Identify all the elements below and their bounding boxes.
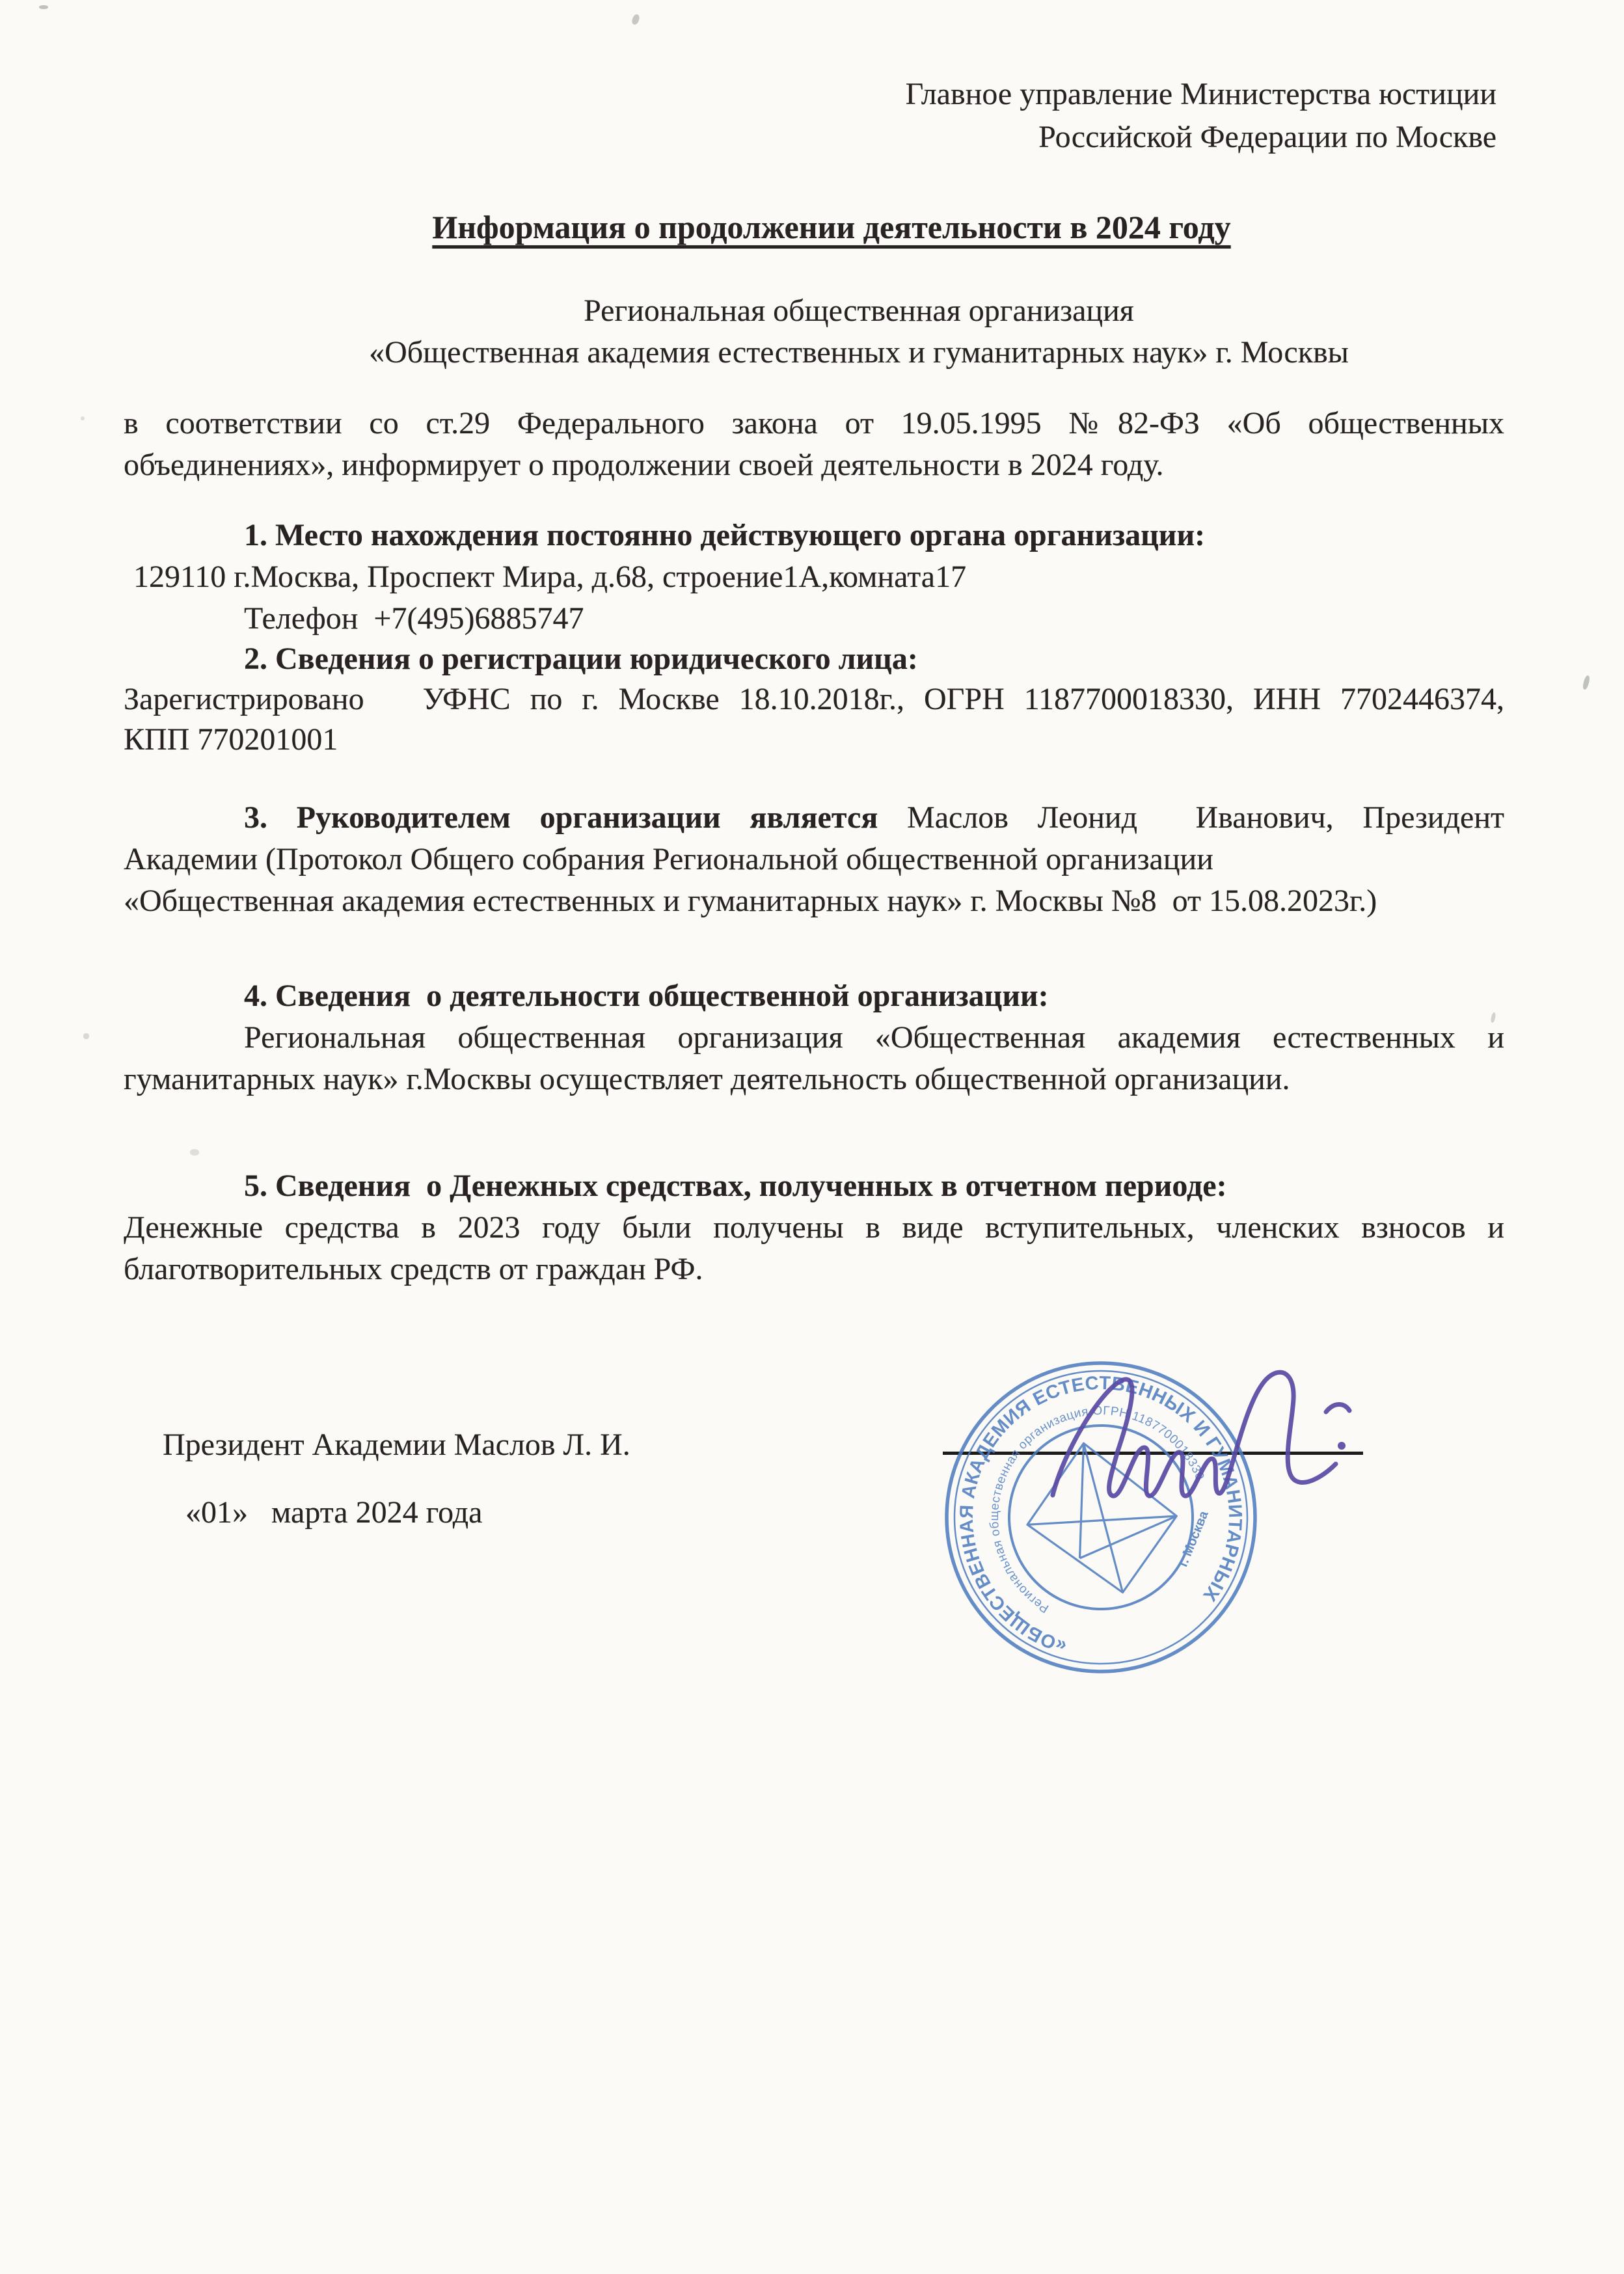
- intro-line-1: в соответствии со ст.29 Федерального закона от 19.05.1995 №82-ФЗ «Об общественных: [124, 406, 1504, 440]
- section-2-line-2: КПП 770201001: [124, 722, 338, 757]
- addressee-line-2: Российской Федерации по Москве: [1038, 120, 1496, 154]
- section-5-line-1: Денежные средства в 2023 году были получены в виде вступительных, членских взносов и: [124, 1210, 1504, 1245]
- addressee-block: [906, 73, 1496, 159]
- scan-speck: [83, 1033, 89, 1039]
- signatory-label: Президент Академии Маслов Л. И.: [163, 1428, 630, 1462]
- section-1-heading: 1. Место нахождения постоянно действующего органа организации:: [244, 518, 1206, 552]
- spacer: [878, 800, 907, 835]
- stamp-city-text: г. Москва: [1176, 1509, 1211, 1569]
- scan-speck: [1582, 675, 1590, 690]
- section-5-line-2: благотворительных средств от граждан РФ.: [124, 1252, 703, 1286]
- section-2-heading: 2. Сведения о регистрации юридического лица:: [244, 642, 918, 676]
- organization-name-line-1: Региональная общественная организация: [584, 293, 1134, 328]
- intro-line-2: объединениях», информирует о продолжении своей деятельности в 2024 году.: [124, 448, 1164, 482]
- section-3-line-3: «Общественная академия естественных и гуманитарных наук» г. Москвы №8 от 15.08.2023г.): [124, 884, 1377, 918]
- section-4-heading: 4. Сведения о деятельности общественной организации:: [244, 979, 1049, 1013]
- addressee-line-1: Главное управление Министерства юстиции: [905, 77, 1496, 111]
- signature-ink-dot: [1338, 1442, 1346, 1450]
- section-3-heading-line: [124, 799, 1504, 837]
- document-title: Информация о продолжении деятельности в 2024 году: [432, 209, 1231, 245]
- section-3-line-2: Академии (Протокол Общего собрания Региональной общественной организации: [124, 842, 1213, 876]
- section-2-line-1: Зарегистрировано УФНС по г. Москве 18.10.2018г., ОГРН 1187700018330, ИНН 7702446374,: [124, 682, 1504, 716]
- section-3-heading-rest: Маслов Леонид Иванович, Президент: [907, 800, 1505, 835]
- section-1-phone: Телефон +7(495)6885747: [244, 601, 584, 636]
- organization-name-block: [169, 290, 1549, 373]
- scan-speck: [81, 416, 85, 420]
- organization-name-line-2: «Общественная академия естественных и гуманитарных наук» г. Москвы: [369, 335, 1349, 370]
- scan-speck: [631, 14, 641, 25]
- section-3-heading-bold: 3. Руководителем организации является: [244, 800, 878, 835]
- section-5-heading: 5. Сведения о Денежных средствах, полученных в отчетном периоде:: [244, 1169, 1227, 1203]
- signature-date: «01» марта 2024 года: [185, 1495, 483, 1530]
- signature-stroke-flourish: [1326, 1404, 1349, 1412]
- section-4-line-2: гуманитарных наук» г.Москвы осуществляет деятельность общественной организации.: [124, 1062, 1290, 1096]
- scan-speck: [39, 5, 48, 9]
- scan-speck: [190, 1149, 199, 1156]
- handwritten-signature: [1015, 1340, 1392, 1523]
- stamp-middle-text: Региональная общественная организация ОГРН 1187700018330: [987, 1403, 1207, 1616]
- stamp-outer-text: «ОБЩЕСТВЕННАЯ АКАДЕМИЯ ЕСТЕСТВЕННЫХ И ГУМАНИТАРНЫХ НАУК»: [956, 1372, 1246, 1657]
- section-1-address: 129110 г.Москва, Проспект Мира, д.68, строение1А,комната17: [133, 560, 967, 594]
- signature-stroke-main: [1053, 1372, 1336, 1496]
- section-4-line-1: Региональная общественная организация «Общественная академия естественных и: [244, 1020, 1504, 1055]
